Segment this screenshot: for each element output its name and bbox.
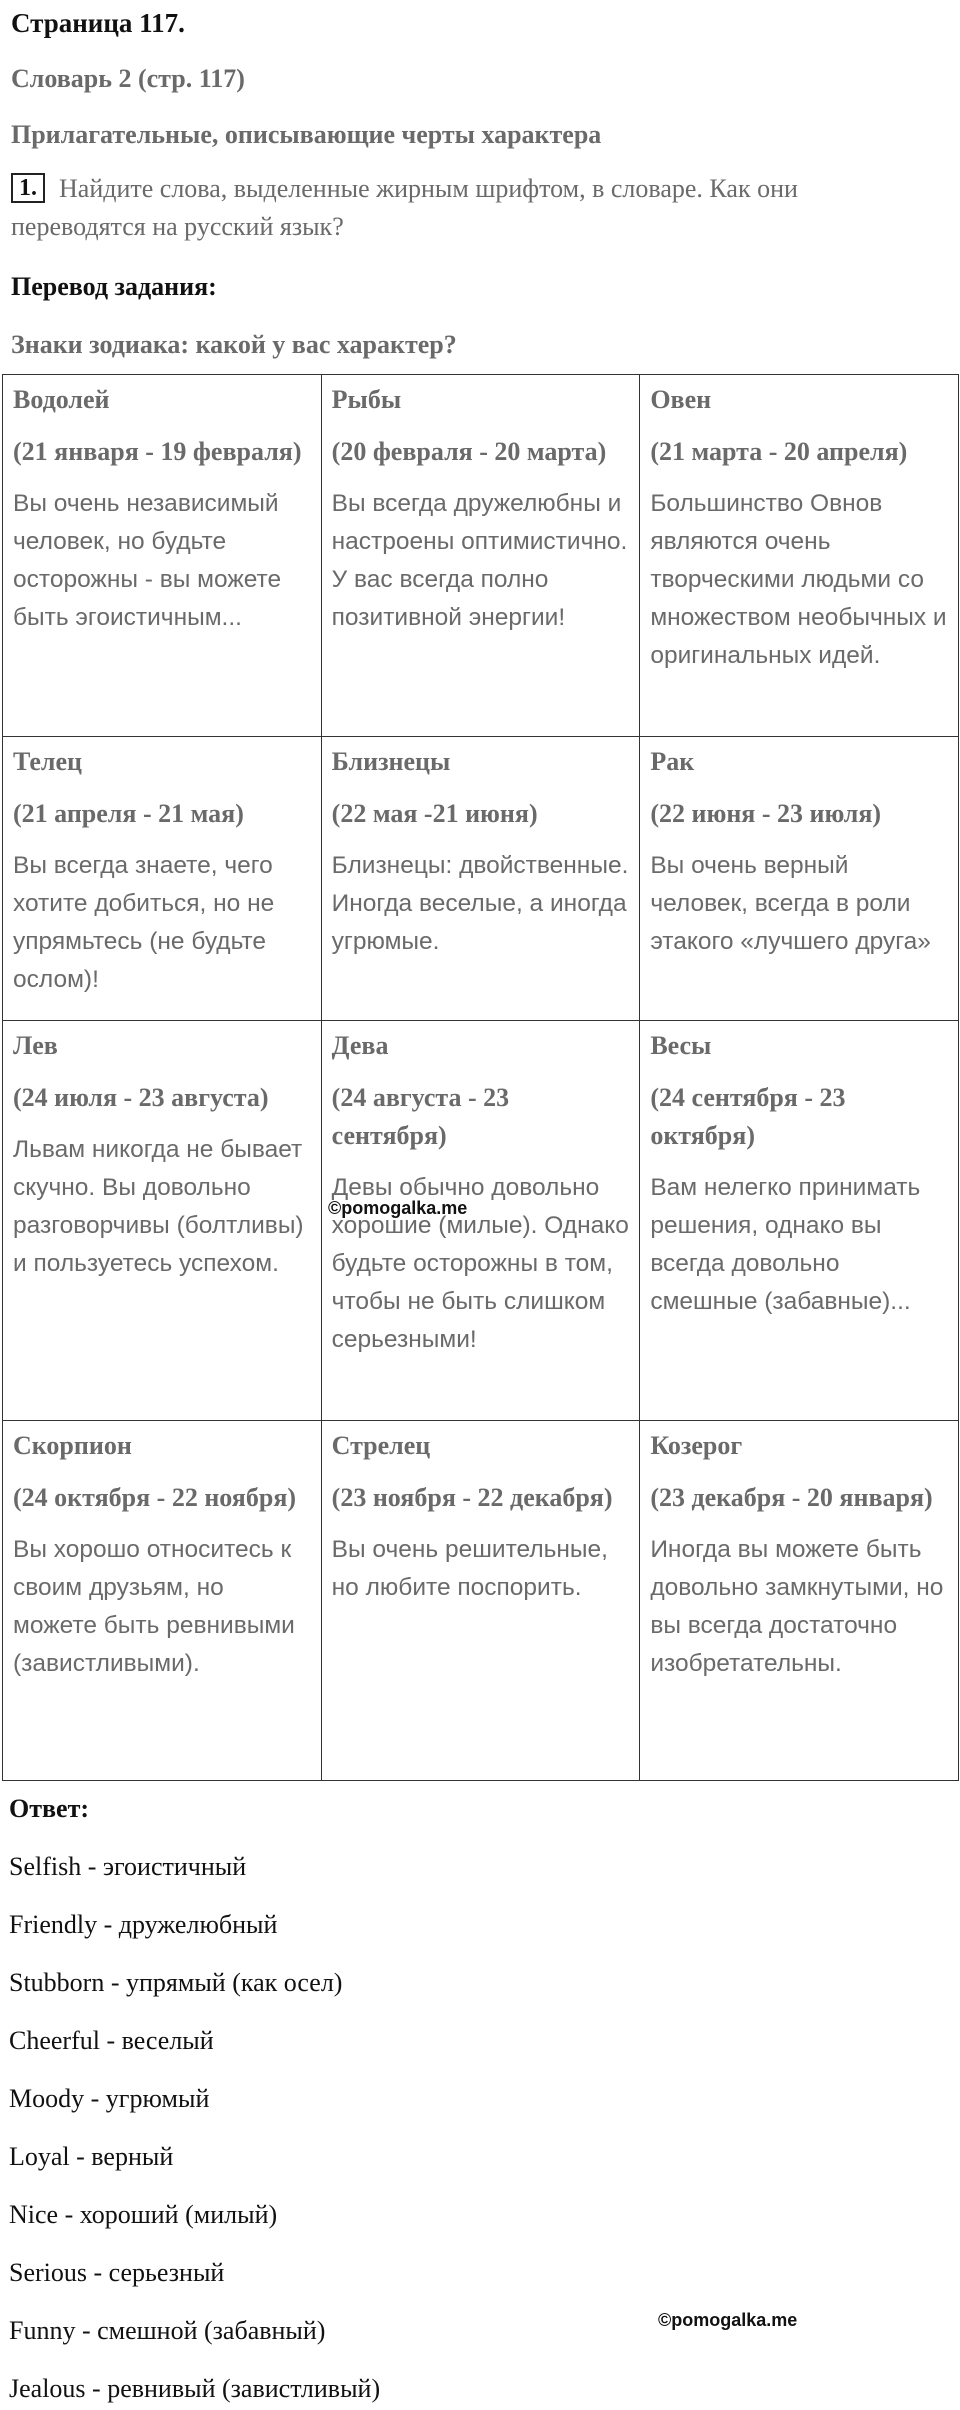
watermark: ©pomogalka.me: [658, 2310, 798, 2330]
zodiac-description: Вам нелегко принимать решения, однако вы всегда довольно смешные (забавные)...: [650, 1174, 921, 1315]
answer-item: Nice - хороший (милый): [9, 2200, 278, 2229]
zodiac-dates: (21 марта - 20 апреля): [650, 437, 908, 466]
zodiac-description: Близнецы: двойственные. Иногда веселые, а иногда угрюмые.: [331, 852, 629, 955]
zodiac-description: Вы всегда дружелюбны и настроены оптимистично. У вас всегда полно позитивной энергии!: [331, 490, 628, 631]
zodiac-sign: Рак: [650, 747, 695, 776]
zodiac-sign: Близнецы: [331, 747, 451, 776]
zodiac-sign: Водолей: [13, 385, 110, 414]
answer-item: Stubborn - упрямый (как осел): [9, 1968, 343, 1997]
answer-item: Moody - угрюмый: [9, 2084, 210, 2113]
zodiac-sign: Весы: [650, 1031, 712, 1060]
zodiac-description: Вы очень решительные, но любите поспорить.: [331, 1536, 608, 1601]
zodiac-sign: Овен: [650, 385, 712, 414]
task-block: [11, 170, 931, 246]
zodiac-sign: Телец: [13, 747, 82, 776]
answer-item: Selfish - эгоистичный: [9, 1852, 247, 1881]
zodiac-dates: (21 апреля - 21 мая): [13, 799, 244, 828]
zodiac-description: Девы обычно довольно хорошие (милые). Однако будьте осторожны в том, чтобы не быть слишком серьезными!: [331, 1174, 629, 1353]
translation-title: Перевод задания:: [11, 272, 217, 301]
zodiac-cell: [640, 1421, 959, 1781]
zodiac-dates: (20 февраля - 20 марта): [331, 437, 607, 466]
zodiac-dates: (24 октября - 22 ноября): [13, 1483, 297, 1512]
zodiac-cell: [640, 375, 959, 737]
zodiac-description: Вы очень верный человек, всегда в роли этакого «лучшего друга»: [650, 852, 931, 955]
zodiac-cell: [321, 375, 640, 737]
zodiac-sign: Козерог: [650, 1431, 743, 1460]
task-text: Найдите слова, выделенные жирным шрифтом, в словаре. Как они переводятся на русский язык?: [11, 174, 798, 241]
zodiac-table: [2, 374, 959, 1781]
watermark: ©pomogalka.me: [328, 1198, 468, 1218]
zodiac-cell: [3, 737, 322, 1021]
answer-item: Serious - серьезный: [9, 2258, 225, 2287]
zodiac-description: Вы очень независимый человек, но будьте осторожны - вы можете быть эгоистичным...: [13, 490, 282, 631]
dictionary-title: Словарь 2 (стр. 117): [11, 64, 245, 93]
zodiac-description: Львам никогда не бывает скучно. Вы довольно разговорчивы (болтливы) и пользуетесь успехом.: [13, 1136, 304, 1277]
zodiac-cell: [321, 1021, 640, 1421]
answer-item: Cheerful - веселый: [9, 2026, 214, 2055]
zodiac-description: Вы хорошо относитесь к своим друзьям, но можете быть ревнивыми (завистливыми).: [13, 1536, 295, 1677]
zodiac-sign: Скорпион: [13, 1431, 132, 1460]
task-number: 1.: [11, 173, 45, 203]
zodiac-sign: Лев: [13, 1031, 58, 1060]
answer-item: Friendly - дружелюбный: [9, 1910, 278, 1939]
answer-item: Funny - смешной (забавный): [9, 2316, 326, 2345]
zodiac-description: Иногда вы можете быть довольно замкнутыми, но вы всегда достаточно изобретательны.: [650, 1536, 944, 1677]
zodiac-cell: [640, 1021, 959, 1421]
zodiac-dates: (24 сентября - 23 октября): [650, 1083, 846, 1150]
zodiac-cell: [3, 375, 322, 737]
zodiac-sign: Дева: [331, 1031, 389, 1060]
zodiac-cell: [3, 1421, 322, 1781]
zodiac-dates: (23 ноября - 22 декабря): [331, 1483, 613, 1512]
zodiac-dates: (22 июня - 23 июля): [650, 799, 882, 828]
zodiac-dates: (24 августа - 23 сентября): [331, 1083, 510, 1150]
section-title: Прилагательные, описывающие черты характера: [11, 120, 602, 149]
zodiac-dates: (24 июля - 23 августа): [13, 1083, 269, 1112]
zodiac-cell: [3, 1021, 322, 1421]
zodiac-cell: [321, 1421, 640, 1781]
zodiac-dates: (22 мая -21 июня): [331, 799, 538, 828]
answer-item: Loyal - верный: [9, 2142, 174, 2171]
zodiac-sign: Стрелец: [331, 1431, 431, 1460]
answer-title: Ответ:: [9, 1794, 90, 1823]
zodiac-description: Большинство Овнов являются очень творческими людьми со множеством необычных и оригинальных идей.: [650, 490, 947, 669]
zodiac-dates: (23 декабря - 20 января): [650, 1483, 933, 1512]
zodiac-dates: (21 января - 19 февраля): [13, 437, 302, 466]
zodiac-cell: [640, 737, 959, 1021]
zodiac-cell: [321, 737, 640, 1021]
zodiac-description: Вы всегда знаете, чего хотите добиться, но не упрямьтесь (не будьте ослом)!: [13, 852, 275, 993]
page-title: Страница 117.: [11, 8, 185, 38]
zodiac-sign: Рыбы: [331, 385, 402, 414]
answer-item: Jealous - ревнивый (завистливый): [9, 2374, 381, 2403]
zodiac-title: Знаки зодиака: какой у вас характер?: [11, 330, 457, 359]
